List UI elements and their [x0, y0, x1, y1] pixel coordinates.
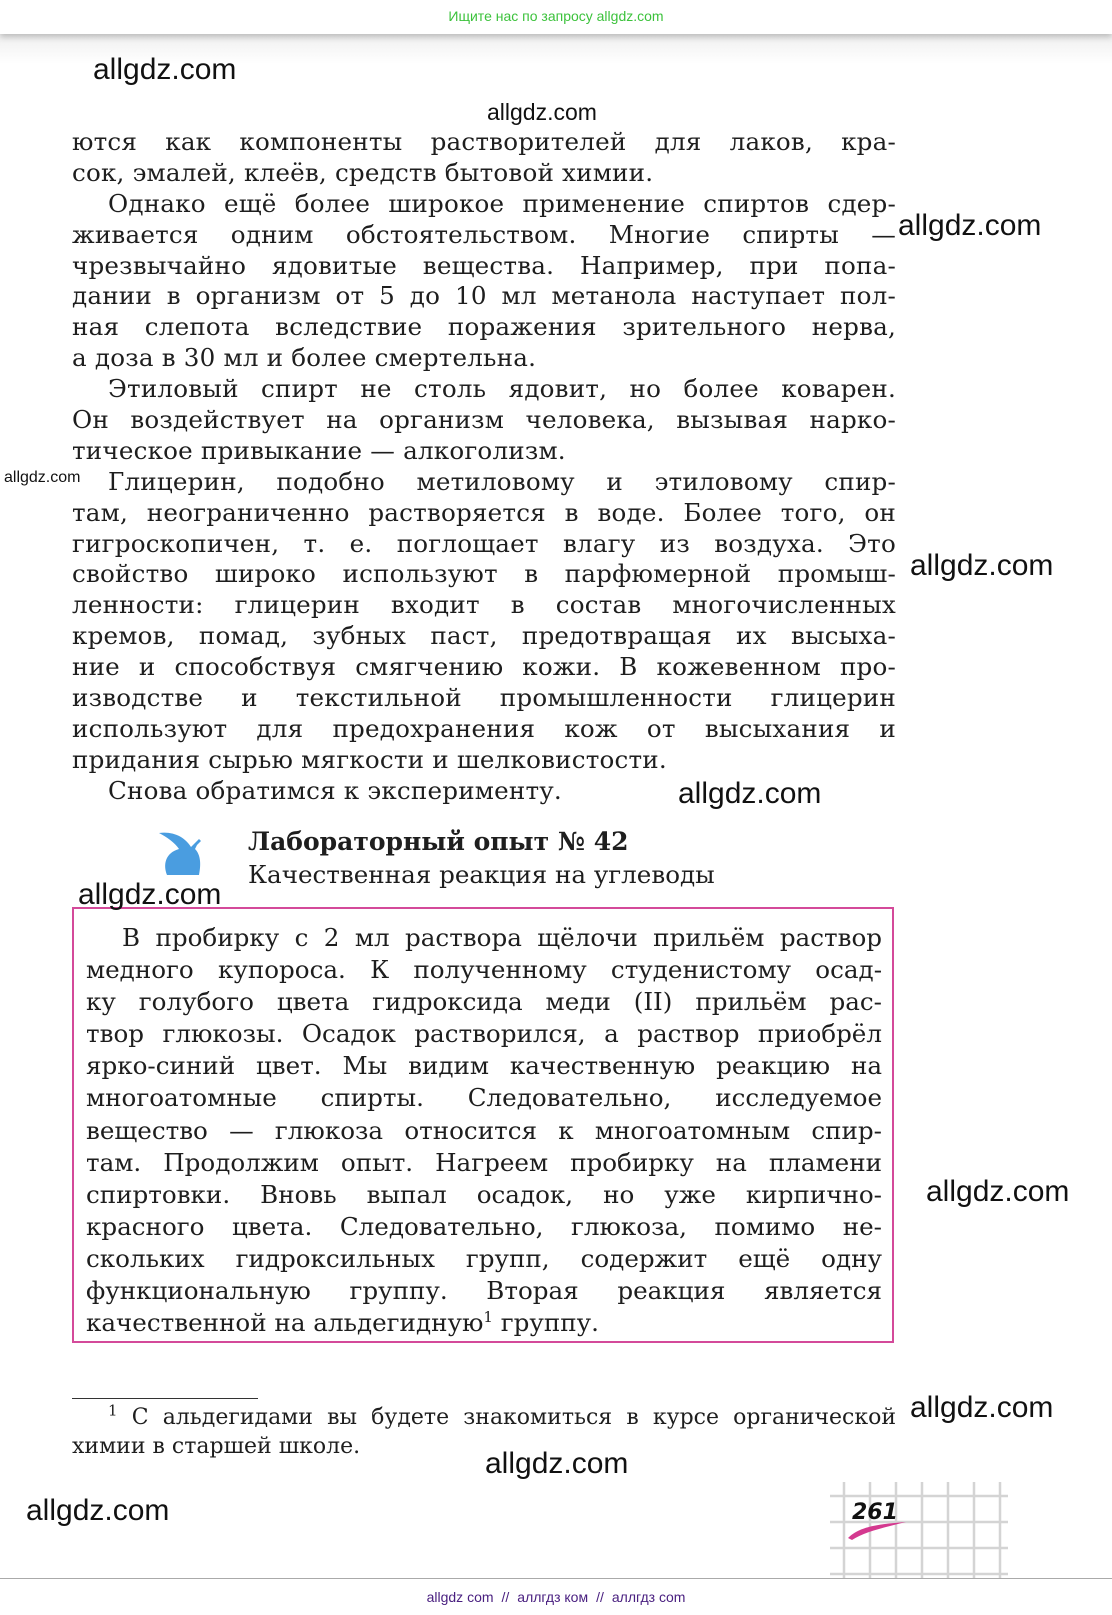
- text-line: кремов, помад, зубных паст, предотвращая их высыха-: [72, 621, 896, 651]
- text-line: чрезвычайно ядовитые вещества. Например, при попа-: [72, 250, 896, 280]
- footnote-line: [72, 1403, 896, 1432]
- text-line: а доза в 30 мл и более смертельна.: [72, 343, 537, 373]
- lab-text: [86, 922, 882, 1339]
- text-line: Глицерин, подобно метиловому и этиловому спир-: [108, 466, 896, 496]
- watermark: allgdz.com: [26, 1494, 170, 1527]
- text-line: ние и способствуя смягчению кожи. В кожевенном про-: [72, 652, 896, 682]
- footnote-line: химии в старшей школе.: [72, 1434, 361, 1459]
- bottom-links: [427, 1589, 686, 1605]
- text-line: Он воздействует на организм человека, вызывая нарко-: [72, 405, 896, 435]
- lab-line-text: группу.: [492, 1308, 599, 1338]
- lab-line: красного цвета. Следовательно, глюкоза, помимо не-: [86, 1211, 882, 1241]
- lab-line: ку голубого цвета гидроксида меди (II) прильём рас-: [86, 987, 882, 1017]
- text-line: Этиловый спирт не столь ядовит, но более коварен.: [108, 374, 896, 404]
- separator: //: [501, 1589, 510, 1605]
- footnote-text: С альдегидами вы будете знакомиться в курсе органической: [117, 1405, 896, 1430]
- text-line: сок, эмалей, клеёв, средств бытовой химии.: [72, 157, 654, 187]
- footnote-divider: [72, 1398, 258, 1399]
- watermark: allgdz.com: [487, 99, 597, 125]
- text-line: используют для предохранения кож от высыхания и: [72, 713, 896, 743]
- lab-title: Лабораторный опыт № 42: [248, 827, 629, 856]
- lab-line: вещество — глюкоза относится к многоатомным спир-: [86, 1115, 882, 1145]
- footnote-ref: 1: [483, 1307, 493, 1326]
- text-line: придания сырью мягкости и шелковистости.: [72, 744, 667, 774]
- page-number-grid: [830, 1482, 1008, 1582]
- text-line: ная слепота вследствие поражения зрительного нерва,: [72, 312, 896, 342]
- watermark: allgdz.com: [926, 1175, 1070, 1208]
- lab-line: В пробирку с 2 мл раствора щёлочи прильём раствор: [122, 923, 882, 952]
- lab-line: многоатомные спирты. Следовательно, исследуемое: [86, 1083, 882, 1113]
- text-line: гигроскопичен, т. е. поглощает влагу из воздуха. Это: [72, 528, 896, 558]
- bottom-bar: [0, 1578, 1112, 1615]
- body-text: [72, 127, 896, 810]
- top-banner: [0, 0, 1112, 34]
- lab-line: твор глюкозы. Осадок растворился, а раствор приобрёл: [86, 1019, 882, 1049]
- text-line: ленности: глицерин входит в состав многочисленных: [72, 590, 896, 620]
- lab-line: ярко-синий цвет. Мы видим качественную реакцию на: [86, 1051, 882, 1081]
- text-line: там, неограниченно растворяется в воде. Более того, он: [72, 497, 896, 527]
- lab-line: функциональную группу. Вторая реакция является: [86, 1276, 882, 1306]
- watermark: allgdz.com: [678, 777, 822, 810]
- watermark: allgdz.com: [910, 549, 1054, 582]
- watermark: allgdz.com: [485, 1447, 629, 1480]
- watermark: allgdz.com: [4, 469, 81, 486]
- text-line: Снова обратимся к эксперименту.: [108, 775, 562, 805]
- text-line: живается одним обстоятельством. Многие спирты —: [72, 219, 896, 249]
- search-promo-text: Ищите нас по запросу allgdz.com: [448, 8, 664, 24]
- watermark: allgdz.com: [898, 209, 1042, 242]
- footnote: [72, 1403, 896, 1461]
- flask-icon: [155, 829, 207, 877]
- text-line: ются как компоненты растворителей для лаков, кра-: [72, 127, 896, 156]
- text-line: дании в организм от 5 до 10 мл метанола наступает пол-: [72, 281, 896, 311]
- watermark: allgdz.com: [910, 1391, 1054, 1424]
- lab-line: спиртовки. Вновь выпал осадок, но уже кирпично-: [86, 1179, 882, 1209]
- text-line: тическое привыкание — алкоголизм.: [72, 435, 566, 465]
- text-line: изводстве и текстильной промышленности глицерин: [72, 683, 896, 713]
- watermark: allgdz.com: [78, 878, 222, 911]
- bottom-link[interactable]: аллгдз ком: [517, 1589, 589, 1605]
- watermark: allgdz.com: [93, 53, 237, 86]
- separator: //: [596, 1589, 604, 1605]
- footnote-marker: 1: [108, 1401, 118, 1420]
- lab-subtitle: Качественная реакция на углеводы: [248, 860, 715, 889]
- page-number: 261: [852, 1500, 898, 1525]
- bottom-link[interactable]: allgdz com: [426, 1589, 494, 1605]
- lab-line: скольких гидроксильных групп, содержит ещё одну: [86, 1243, 882, 1273]
- lab-line: [86, 1307, 882, 1339]
- text-line: свойство широко используют в парфюмерной промыш-: [72, 559, 896, 589]
- lab-line: там. Продолжим опыт. Нагреем пробирку на пламени: [86, 1147, 882, 1177]
- lab-line: медного купороса. К полученному студенистому осад-: [86, 955, 882, 985]
- lab-line-text: качественной на альдегидную: [86, 1308, 484, 1338]
- text-line: Однако ещё более широкое применение спиртов сдер-: [108, 188, 896, 218]
- bottom-link[interactable]: аллгдз com: [611, 1589, 686, 1605]
